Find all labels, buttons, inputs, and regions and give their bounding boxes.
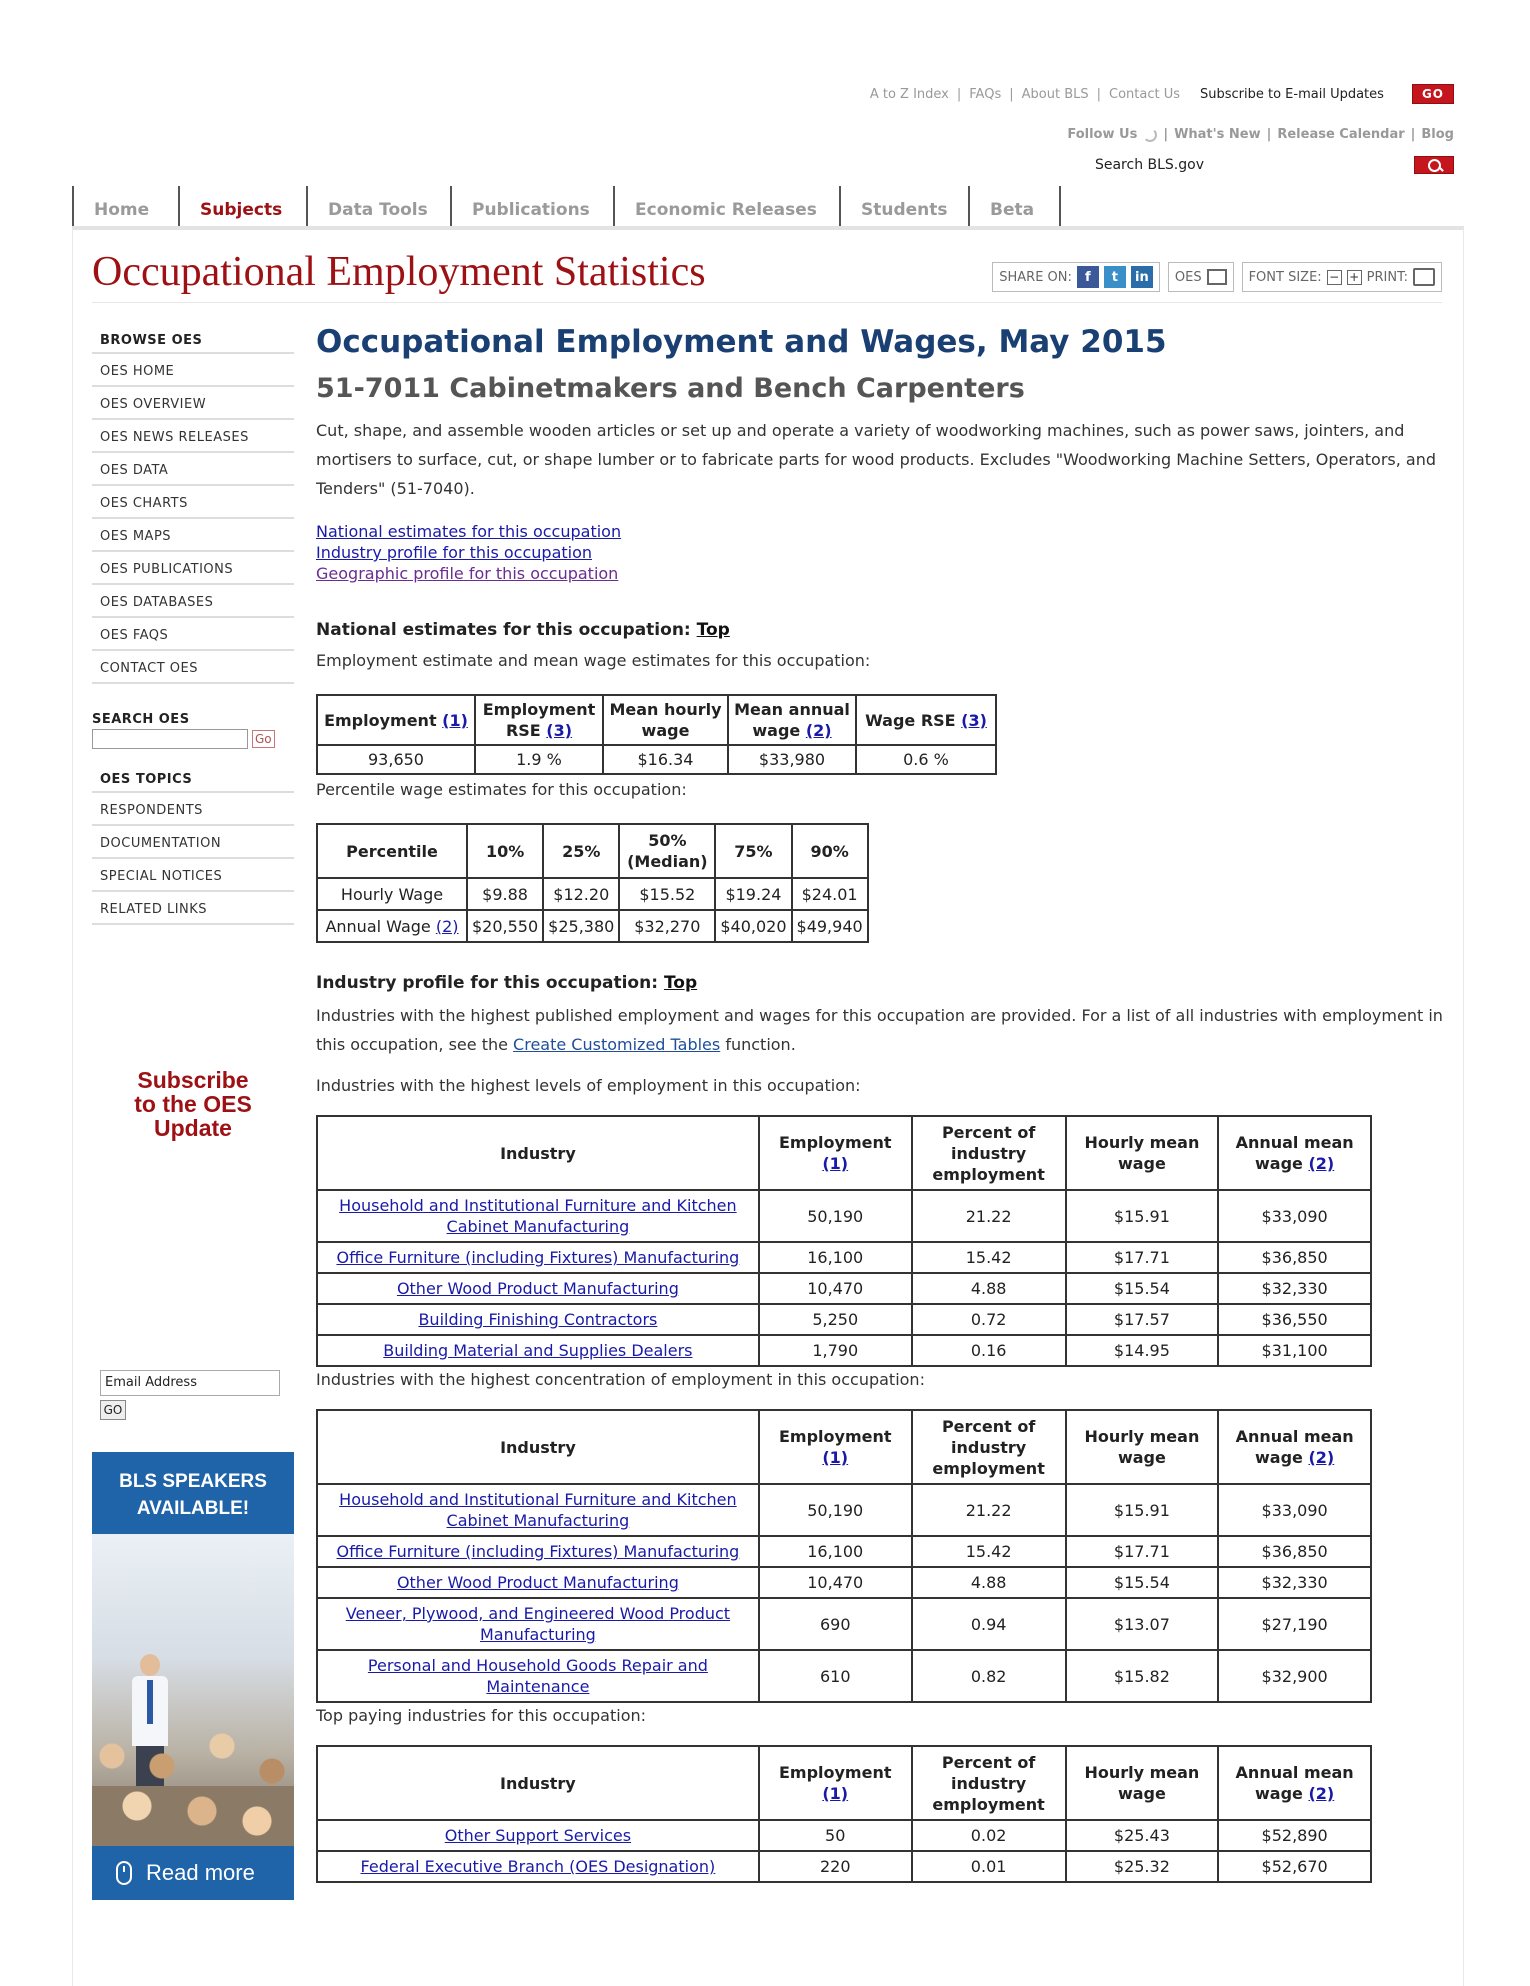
industry-name-cell xyxy=(317,1598,759,1650)
footnote-link[interactable]: (2) xyxy=(1308,1154,1335,1173)
table-row: Hourly Wage $9.88 $12.20 $15.52 $19.24 $24.01 xyxy=(317,878,868,910)
sidebar-item-databases[interactable]: OES DATABASES xyxy=(92,585,294,618)
table-row: Household and Institutional Furniture and Kitchen Cabinet Manufacturing 50,190 21.22 $15.91 $33,090 xyxy=(317,1484,1371,1536)
col-employment: Employment (1) xyxy=(317,695,475,745)
industry-link[interactable]: Building Finishing Contractors xyxy=(418,1310,658,1329)
industry-link[interactable]: Veneer, Plywood, and Engineered Wood Product xyxy=(345,1604,731,1623)
tab-subjects[interactable]: Subjects xyxy=(178,186,306,226)
industry-link[interactable]: Office Furniture (including Fixtures) Manufacturing xyxy=(336,1542,740,1561)
oes-label: OES xyxy=(1174,269,1202,285)
a-to-z-link[interactable]: A to Z Index xyxy=(869,86,949,102)
geographic-profile-link[interactable]: Geographic profile for this occupation xyxy=(316,564,619,583)
col-hourly: Hourly mean wage xyxy=(1066,1410,1219,1484)
col-industry: Industry xyxy=(317,1116,759,1190)
industry-levels-table xyxy=(316,1115,1372,1367)
footnote-link[interactable]: (2) xyxy=(805,721,832,740)
industry-name-cell xyxy=(317,1536,759,1567)
sidebar-item-related-links[interactable]: RELATED LINKS xyxy=(92,892,294,925)
col-annual: Annual mean wage (2) xyxy=(1218,1410,1371,1484)
concentration-intro: Industries with the highest concentration of employment in this occupation: xyxy=(316,1370,925,1389)
tab-home[interactable]: Home xyxy=(72,186,178,226)
industry-link[interactable]: Household and Institutional Furniture and Kitchen xyxy=(339,1490,737,1509)
footnote-link[interactable]: (3) xyxy=(961,710,987,730)
table-row: Personal and Household Goods Repair and Maintenance 610 0.82 $15.82 $32,900 xyxy=(317,1650,1371,1702)
col-mean-annual: Mean annual wage (2) xyxy=(728,695,856,745)
industry-name-cell xyxy=(317,1484,759,1536)
table-row: Building Material and Supplies Dealers 1,790 0.16 $14.95 $31,100 xyxy=(317,1335,1371,1366)
search-icon[interactable] xyxy=(1414,156,1454,174)
table-row: Federal Executive Branch (OES Designation) 220 0.01 $25.32 $52,670 xyxy=(317,1851,1371,1882)
industry-name-cell xyxy=(317,1190,759,1242)
table-row: Household and Institutional Furniture and Kitchen Cabinet Manufacturing 50,190 21.22 $15.91 $33,090 xyxy=(317,1190,1371,1242)
audience-figure xyxy=(92,1726,294,1846)
industry-link[interactable]: Personal and Household Goods Repair and xyxy=(367,1656,708,1675)
industry-link[interactable]: Office Furniture (including Fixtures) Manufacturing xyxy=(336,1248,740,1267)
tab-students[interactable]: Students xyxy=(839,186,968,226)
email-address-input[interactable]: Email Address xyxy=(100,1370,280,1396)
sidebar-item-documentation[interactable]: DOCUMENTATION xyxy=(92,826,294,859)
col-annual: Annual mean wage (2) xyxy=(1218,1746,1371,1820)
facebook-icon[interactable]: f xyxy=(1077,266,1099,288)
levels-intro: Industries with the highest levels of employment in this occupation: xyxy=(316,1076,861,1095)
footnote-link[interactable]: (2) xyxy=(1308,1448,1335,1467)
footnote-link[interactable]: (1) xyxy=(822,1784,849,1803)
sidebar-item-oes-charts[interactable]: OES CHARTS xyxy=(92,486,294,519)
main-content xyxy=(316,322,1446,1883)
table-header-row: Percentile 10% 25% 50% (Median) 75% 90% xyxy=(317,824,868,878)
col-mean-hourly: Mean hourly wage xyxy=(603,695,728,745)
font-increase-icon[interactable]: + xyxy=(1347,270,1362,285)
separator: | xyxy=(956,86,962,102)
secondary-links: Follow Us | What's New | Release Calendar | Blog xyxy=(1067,127,1454,142)
table-header-row xyxy=(317,1746,1371,1820)
sidebar-item-oes-overview[interactable]: OES OVERVIEW xyxy=(92,387,294,420)
industry-link[interactable]: Building Material and Supplies Dealers xyxy=(383,1341,693,1360)
col-industry: Industry xyxy=(317,1746,759,1820)
footnote-link[interactable]: (1) xyxy=(822,1448,849,1467)
tab-beta[interactable]: Beta xyxy=(968,186,1059,226)
sidebar-item-faqs[interactable]: OES FAQS xyxy=(92,618,294,651)
national-intro: Employment estimate and mean wage estimates for this occupation: xyxy=(316,651,871,670)
separator: | xyxy=(1009,86,1014,102)
footnote-link[interactable]: (2) xyxy=(1308,1784,1335,1803)
contact-us-link[interactable]: Contact Us xyxy=(1109,86,1180,102)
follow-us-icon xyxy=(1143,128,1157,142)
industry-link[interactable]: Maintenance xyxy=(486,1677,590,1696)
table-header-row xyxy=(317,695,996,745)
main-nav xyxy=(72,186,1061,226)
industry-name-cell xyxy=(317,1304,759,1335)
share-bar xyxy=(992,262,1442,292)
site-search xyxy=(1095,156,1454,174)
national-estimates-table xyxy=(316,694,997,775)
industry-concentration-table xyxy=(316,1409,1372,1703)
mouse-icon xyxy=(116,1861,132,1885)
industry-name-cell xyxy=(317,1567,759,1598)
industry-link[interactable]: Manufacturing xyxy=(479,1625,596,1644)
col-annual: Annual mean wage (2) xyxy=(1218,1116,1371,1190)
oes-topics-heading: OES TOPICS xyxy=(92,767,294,793)
about-bls-link[interactable]: About BLS xyxy=(1021,86,1089,102)
top-link[interactable]: Top xyxy=(696,620,730,640)
search-oes-go-button[interactable]: Go xyxy=(252,730,275,748)
table-row: Office Furniture (including Fixtures) Manufacturing 16,100 15.42 $17.71 $36,850 xyxy=(317,1242,1371,1273)
subscribe-go-button[interactable]: GO xyxy=(1412,84,1454,104)
col-percent: Percent of industry employment xyxy=(912,1116,1066,1190)
email-go-button[interactable]: GO xyxy=(100,1400,126,1420)
print-label: PRINT: xyxy=(1366,269,1408,285)
industry-name-cell xyxy=(317,1335,759,1366)
ad-photo xyxy=(92,1534,294,1846)
footnote-link[interactable]: (3) xyxy=(546,721,573,740)
table-row: Annual Wage (2) $20,550 $25,380 $32,270 $40,020 $49,940 xyxy=(317,910,868,942)
industry-intro: Industries with the highest published employment and wages for this occupation are provided. For a list of all industries with employment in this occupation, see the Create Customized Tables function. xyxy=(316,1006,1443,1054)
email-icon[interactable] xyxy=(1207,269,1227,285)
ad-title: BLS SPEAKERS AVAILABLE! xyxy=(92,1452,294,1534)
col-percent: Percent of industry employment xyxy=(912,1746,1066,1820)
jump-links xyxy=(316,521,1446,584)
col-wage-rse: Wage RSE (3) xyxy=(856,695,996,745)
ad-read-more[interactable]: Read more xyxy=(92,1846,294,1900)
industry-name-cell xyxy=(317,1820,759,1851)
print-icon[interactable] xyxy=(1413,268,1435,286)
industry-link[interactable]: Other Support Services xyxy=(444,1826,632,1845)
font-print-box xyxy=(1242,262,1442,292)
bls-speakers-ad[interactable] xyxy=(92,1452,294,1900)
col-employment: Employment (1) xyxy=(759,1746,912,1820)
table-row: Building Finishing Contractors 5,250 0.72 $17.57 $36,550 xyxy=(317,1304,1371,1335)
search-bls-input[interactable]: Search BLS.gov xyxy=(1094,157,1204,173)
font-decrease-icon[interactable]: − xyxy=(1327,270,1342,285)
tab-economic-releases[interactable]: Economic Releases xyxy=(613,186,839,226)
font-size-label: FONT SIZE: xyxy=(1248,269,1322,285)
sidebar-item-contact[interactable]: CONTACT OES xyxy=(92,651,294,684)
search-oes-row xyxy=(92,729,294,749)
subscribe-oes-update[interactable]: Subscribe to the OES Update xyxy=(134,1067,252,1141)
search-oes-heading: SEARCH OES xyxy=(92,712,190,727)
follow-us-link[interactable]: Follow Us xyxy=(1067,127,1138,142)
tab-data-tools[interactable]: Data Tools xyxy=(306,186,450,226)
table-row: Veneer, Plywood, and Engineered Wood Product Manufacturing 690 0.94 $13.07 $27,190 xyxy=(317,1598,1371,1650)
table-header-row xyxy=(317,1410,1371,1484)
sidebar-item-special-notices[interactable]: SPECIAL NOTICES xyxy=(92,859,294,892)
site-title: Occupational Employment Statistics xyxy=(92,249,706,295)
footnote-link[interactable]: (1) xyxy=(822,1154,849,1173)
separator: | xyxy=(1096,86,1101,102)
col-employment: Employment (1) xyxy=(759,1410,912,1484)
industry-link[interactable]: Cabinet Manufacturing xyxy=(446,1217,630,1236)
table-row: Other Support Services 50 0.02 $25.43 $52,890 xyxy=(317,1820,1371,1851)
top-link[interactable]: Top xyxy=(663,973,698,993)
linkedin-icon[interactable]: in xyxy=(1131,266,1153,288)
col-industry: Industry xyxy=(317,1410,759,1484)
percentile-table xyxy=(316,823,869,943)
paying-intro: Top paying industries for this occupation: xyxy=(316,1706,647,1725)
footnote-link[interactable]: (1) xyxy=(442,710,468,730)
sidebar xyxy=(92,328,294,925)
share-box xyxy=(992,262,1160,292)
table-row: Other Wood Product Manufacturing 10,470 4.88 $15.54 $32,330 xyxy=(317,1567,1371,1598)
sidebar-item-oes-maps[interactable]: OES MAPS xyxy=(92,519,294,552)
release-calendar-link[interactable]: Release Calendar xyxy=(1277,127,1405,142)
industry-name-cell xyxy=(317,1273,759,1304)
twitter-icon[interactable]: t xyxy=(1104,266,1126,288)
national-estimates-heading: National estimates for this occupation: Top xyxy=(316,620,730,640)
industry-profile-link[interactable]: Industry profile for this occupation xyxy=(316,543,593,562)
sidebar-item-news-releases[interactable]: OES NEWS RELEASES xyxy=(92,420,294,453)
search-oes-input[interactable] xyxy=(92,729,248,749)
utility-links xyxy=(870,84,1454,104)
whats-new-link[interactable]: What's New xyxy=(1174,127,1261,142)
browse-oes-heading: BROWSE OES xyxy=(92,328,294,354)
create-customized-tables-link[interactable]: Create Customized Tables xyxy=(513,1035,721,1054)
share-on-label: SHARE ON: xyxy=(999,269,1072,285)
industry-link[interactable]: Household and Institutional Furniture and Kitchen xyxy=(339,1196,737,1215)
industry-link[interactable]: Other Wood Product Manufacturing xyxy=(396,1279,679,1298)
col-employment: Employment (1) xyxy=(759,1116,912,1190)
table-header-row xyxy=(317,1116,1371,1190)
page-title: Occupational Employment and Wages, May 2015 xyxy=(316,324,1167,360)
subscribe-email-link[interactable]: Subscribe to E-mail Updates xyxy=(1200,86,1384,102)
sidebar-item-oes-data[interactable]: OES DATA xyxy=(92,453,294,486)
industry-name-cell xyxy=(317,1242,759,1273)
blog-link[interactable]: Blog xyxy=(1421,127,1454,142)
sidebar-item-publications[interactable]: OES PUBLICATIONS xyxy=(92,552,294,585)
sidebar-item-respondents[interactable]: RESPONDENTS xyxy=(92,793,294,826)
industry-paying-table xyxy=(316,1745,1372,1883)
tab-publications[interactable]: Publications xyxy=(450,186,613,226)
percentile-intro: Percentile wage estimates for this occupation: xyxy=(316,780,687,799)
industry-link[interactable]: Cabinet Manufacturing xyxy=(446,1511,630,1530)
sidebar-item-oes-home[interactable]: OES HOME xyxy=(92,354,294,387)
email-signup xyxy=(100,1370,280,1420)
table-row: Other Wood Product Manufacturing 10,470 4.88 $15.54 $32,330 xyxy=(317,1273,1371,1304)
table-row: 93,650 1.9 % $16.34 $33,980 0.6 % xyxy=(317,745,996,774)
industry-link[interactable]: Federal Executive Branch (OES Designation) xyxy=(360,1857,716,1876)
national-estimates-link[interactable]: National estimates for this occupation xyxy=(316,522,622,541)
occupation-title: 51-7011 Cabinetmakers and Bench Carpenters xyxy=(316,373,1025,404)
oes-email-box[interactable] xyxy=(1168,262,1234,292)
col-hourly: Hourly mean wage xyxy=(1066,1746,1219,1820)
industry-profile-heading: Industry profile for this occupation: Top xyxy=(316,973,698,993)
faqs-link[interactable]: FAQs xyxy=(969,86,1002,102)
footnote-link[interactable]: (2) xyxy=(435,916,459,936)
industry-name-cell xyxy=(317,1650,759,1702)
col-employment-rse: Employment RSE (3) xyxy=(475,695,603,745)
table-row: Office Furniture (including Fixtures) Manufacturing 16,100 15.42 $17.71 $36,850 xyxy=(317,1536,1371,1567)
industry-name-cell xyxy=(317,1851,759,1882)
occupation-description: Cut, shape, and assemble wooden articles or set up and operate a variety of woodworking machines, such as power saws, jointers, and mortisers to surface, cut, or shape lumber or to fabricate parts for wood products. Excludes "Woodworking Machine Setters, Operators, and Tenders" (51-7040). xyxy=(316,421,1437,498)
col-hourly: Hourly mean wage xyxy=(1066,1116,1219,1190)
industry-link[interactable]: Other Wood Product Manufacturing xyxy=(396,1573,679,1592)
col-percent: Percent of industry employment xyxy=(912,1410,1066,1484)
